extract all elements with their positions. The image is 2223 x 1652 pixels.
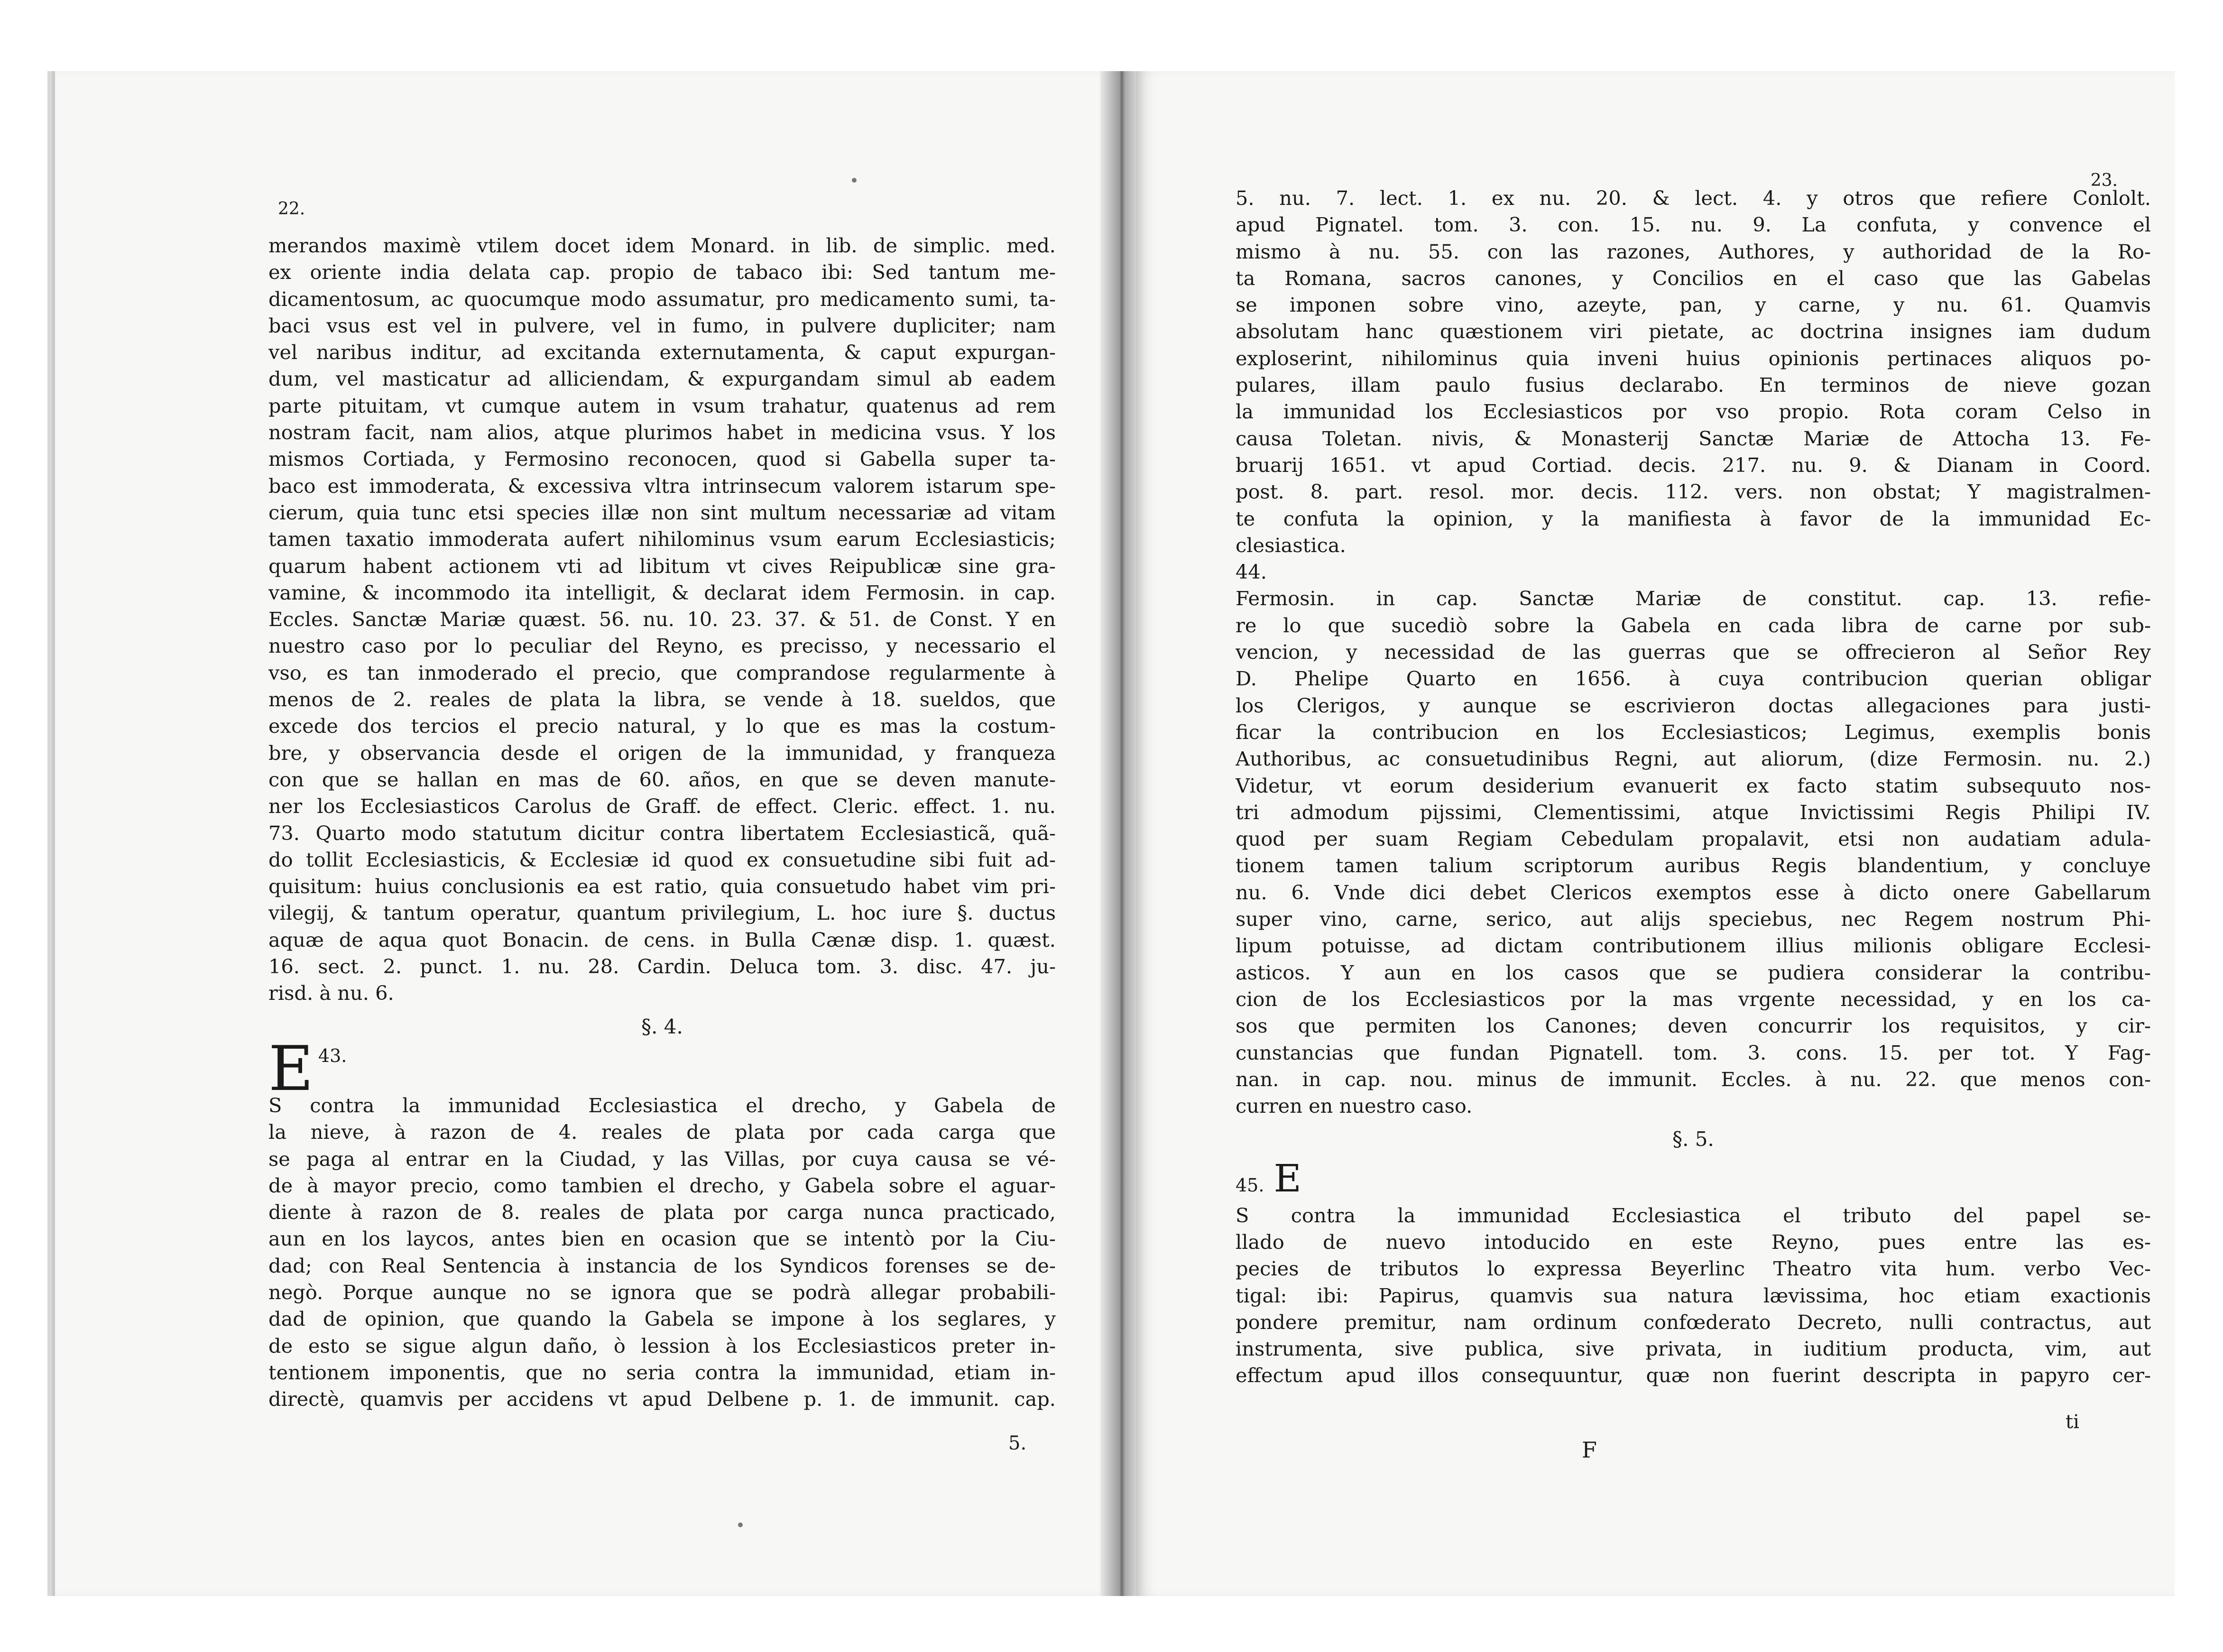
paragraph-45-lead (1236, 1155, 2151, 1202)
catchword-right: ti (2066, 1411, 2079, 1433)
text-line: bruarij 1651. vt apud Cortiad. decis. 217. nu. 9. & Dianam in Coord. (1236, 453, 2151, 477)
text-line: exploserint, nihilominus quia inveni huius opinionis pertinaces aliquos po- (1236, 346, 2151, 370)
text-line: baco est immoderata, & excessiva vltra intrinsecum valorem istarum spe- (268, 474, 1056, 498)
text-line: se imponen sobre vino, azeyte, pan, y carne, y nu. 61. Quamvis (1236, 293, 2151, 317)
text-line: quarum habent actionem vti ad libitum vt cives Reipublicæ sine gra- (268, 554, 1056, 578)
left-text-block (268, 232, 1056, 1412)
text-line: cunstancias que fundan Pignatell. tom. 3. cons. 15. per tot. Y Fag- (1236, 1041, 2151, 1064)
text-line: vamine, & incommodo ita intelligit, & declarat idem Fermosin. in cap. (268, 581, 1056, 604)
text-line: curren en nuestro caso. (1236, 1094, 1473, 1118)
text-line: de esto se sigue algun daño, ò lession à los Ecclesiasticos preter in- (268, 1334, 1056, 1357)
text-line: 73. Quarto modo statutum dicitur contra libertatem Ecclesiasticã, quã- (268, 821, 1056, 845)
text-line: super vino, carne, serico, aut alijs speciebus, nec Regem nostrum Phi- (1236, 907, 2151, 931)
right-page (1136, 71, 2175, 1596)
text-line: instrumenta, sive publica, sive privata, in iuditium producta, vim, aut (1236, 1337, 2151, 1361)
text-line: te confuta la opinion, y la manifiesta à favor de la immunidad Ec- (1236, 507, 2151, 530)
text-line: nuestro caso por lo peculiar del Reyno, es precisso, y necessario el (268, 634, 1056, 658)
text-line: re lo que sucediò sobre la Gabela en cada libra de carne por sub- (1236, 613, 2151, 637)
paragraph-44-lines (1236, 559, 2151, 1119)
paragraph-45-lines (1236, 1155, 2151, 1389)
text-line: post. 8. part. resol. mor. decis. 112. vers. non obstat; Y magistralmen- (1236, 480, 2151, 504)
text-line: cion de los Ecclesiasticos por la mas vrgente necessidad, y en los ca- (1236, 987, 2151, 1011)
text-line: tigal: ibi: Papirus, quamvis sua natura lævissima, hoc etiam exactionis (1236, 1283, 2151, 1307)
text-line: tentionem imponentis, que no seria contra la immunidad, etiam in- (268, 1360, 1056, 1384)
section-heading-4: §. 4. (641, 1015, 683, 1038)
text-line: merandos maximè vtilem docet idem Monard. in lib. de simplic. med. (268, 234, 1056, 257)
page-number-left: 22. (278, 199, 305, 219)
paper-speck (852, 178, 857, 183)
text-line: aquæ de aqua quot Bonacin. de cens. in Bulla Cænæ disp. 1. quæst. (268, 928, 1056, 951)
text-line: Videtur, vt eorum desiderium evanuerit ex facto statim subsequuto nos- (1236, 774, 2151, 797)
text-line: vel naribus inditur, ad excitanda externutamenta, & caput expurgan- (268, 341, 1056, 364)
catchword-left: 5. (1008, 1432, 1027, 1454)
text-line: nu. 6. Vnde dici debet Clericos exemptos esse à dicto onere Gabellarum (1236, 880, 2151, 904)
text-line: mismos Cortiada, y Fermosino reconocen, quod si Gabella super ta- (268, 447, 1056, 471)
text-line: directè, quamvis per accidens vt apud Delbene p. 1. de immunit. cap. (268, 1387, 1056, 1411)
text-line: parte pituitam, vt cumque autem in vsum trahatur, quatenus ad rem (268, 394, 1056, 417)
text-line: aun en los laycos, antes bien en ocasion que se intentò por la Ciu- (268, 1227, 1056, 1251)
text-line: 16. sect. 2. punct. 1. nu. 28. Cardin. Deluca tom. 3. disc. 47. ju- (268, 955, 1056, 978)
text-line: baci vsus est vel in pulvere, vel in fumo, in pulvere dupliciter; nam (268, 314, 1056, 337)
left-body-lines (268, 232, 1056, 1007)
right-body-lines (1236, 185, 2151, 559)
text-line: risd. à nu. 6. (268, 981, 394, 1005)
text-line: tri admodum pijssimi, Clementissimi, atque Invictissimi Regis Philipi IV. (1236, 800, 2151, 824)
text-line: nan. in cap. nou. minus de immunit. Eccles. à nu. 22. que menos con- (1236, 1067, 2151, 1091)
text-line: D. Phelipe Quarto en 1656. à cuya contribucion querian obligar (1236, 667, 2151, 691)
drop-cap-e: E (1273, 1156, 1301, 1200)
text-line: vencion, y necessidad de las guerras que se offrecieron al Señor Rey (1236, 640, 2151, 664)
text-line: nostram facit, nam alios, atque plurimos habet in medicina vsus. Y los (268, 421, 1056, 444)
text-line: vilegij, & tantum operatur, quantum privilegium, L. hoc iure §. ductus (268, 901, 1056, 925)
text-line: asticos. Y aun en los casos que se pudiera considerar la contribu- (1236, 960, 2151, 984)
text-line: la nieve, à razon de 4. reales de plata por cada carga que (268, 1120, 1056, 1144)
text-line: negò. Porque aunque no se ignora que se podrà allegar probabili- (268, 1280, 1056, 1304)
text-line: dad de opinion, que quando la Gabela se impone à los seglares, y (268, 1307, 1056, 1331)
right-text-block (1236, 185, 2151, 1389)
text-line: menos de 2. reales de plata la libra, se vende à 18. sueldos, que (268, 688, 1056, 711)
text-line: quisitum: huius conclusionis ea est ratio, quia consuetudo habet vim pri- (268, 875, 1056, 898)
paragraph-number-43: 43. (318, 1045, 347, 1066)
text-line: tamen taxatio immoderata aufert nihilominus vsum earum Ecclesiasticis; (268, 527, 1056, 551)
text-line: ner los Ecclesiasticos Carolus de Graff. de effect. Cleric. effect. 1. nu. (268, 794, 1056, 818)
text-line: pulares, illam paulo fusius declarabo. En terminos de nieve gozan (1236, 373, 2151, 397)
text-line: bre, y observancia desde el origen de la immunidad, y franqueza (268, 741, 1056, 765)
paragraph-number-44: 44. (1236, 560, 1267, 584)
text-line: tionem tamen talium scriptorum auribus Regis blandentium, y concluye (1236, 854, 2151, 877)
text-line: mismo à nu. 55. con las razones, Authores, y authoridad de la Ro- (1236, 240, 2151, 263)
text-line: dad; con Real Sentencia à instancia de los Syndicos forenses se de- (268, 1254, 1056, 1277)
text-line: pecies de tributos lo expressa Beyerlinc Theatro vita hum. verbo Vec- (1236, 1257, 2151, 1281)
drop-cap-e: E (268, 1042, 314, 1092)
paragraph-44 (1236, 559, 2151, 1119)
paragraph-43-first-line (268, 1042, 1056, 1092)
text-line: apud Pignatel. tom. 3. con. 15. nu. 9. La confuta, y convence el (1236, 213, 2151, 237)
text-line: effectum apud illos consequuntur, quæ non fuerint descripta in papyro cer- (1236, 1364, 2151, 1387)
text-line: Fermosin. in cap. Sanctæ Mariæ de constitut. cap. 13. refie- (1236, 587, 2151, 610)
text-line: lipum potuisse, ad dictam contributionem illius milionis obligare Ecclesi- (1236, 934, 2151, 958)
text-line: absolutam hanc quæstionem viri pietate, ac doctrina insignes iam dudum (1236, 320, 2151, 343)
text-line: S contra la immunidad Ecclesiastica el drecho, y Gabela de (268, 1093, 1056, 1117)
left-page (52, 71, 1119, 1596)
text-line: pondere premitur, nam ordinum confœderato Decreto, nulli contractus, aut (1236, 1310, 2151, 1334)
text-line: con que se hallan en mas de 60. años, en que se deven manute- (268, 767, 1056, 791)
text-line: vso, es tan inmoderado el precio, que comprandose regularmente à (268, 661, 1056, 684)
text-line: cierum, quia tunc etsi species illæ non sint multum necessariæ ad vitam (268, 500, 1056, 524)
text-line: ex oriente india delata cap. propio de tabaco ibi: Sed tantum me- (268, 260, 1056, 284)
paragraph-43-lines (268, 1092, 1056, 1413)
text-line: de à mayor precio, como tambien el drecho, y Gabela sobre el aguar- (268, 1173, 1056, 1197)
text-line: ficar la contribucion en los Ecclesiasticos; Legimus, exemplis bonis (1236, 720, 2151, 744)
text-line: dicamentosum, ac quocumque modo assumatur, pro medicamento sumi, ta- (268, 287, 1056, 311)
text-line: ta Romana, sacros canones, y Concilios en el caso que las Gabelas (1236, 266, 2151, 290)
signature-mark: F (1582, 1437, 1597, 1463)
text-line: Authoribus, ac consuetudinibus Regni, aut aliorum, (dize Fermosin. nu. 2.) (1236, 747, 2151, 771)
text-line: do tollit Ecclesiasticis, & Ecclesiæ id quod ex consuetudine sibi fuit ad- (268, 848, 1056, 871)
page-number-right: 23. (2090, 171, 2118, 190)
section-heading-5: §. 5. (1672, 1127, 1714, 1151)
text-line: quod per suam Regiam Cebedulam propalavit, etsi non audatiam adula- (1236, 827, 2151, 851)
text-line: S contra la immunidad Ecclesiastica el tributo del papel se- (1236, 1203, 2151, 1227)
text-line: clesiastica. (1236, 533, 1346, 557)
text-line: Eccles. Sanctæ Mariæ quæst. 56. nu. 10. 23. 37. & 51. de Const. Y en (268, 608, 1056, 631)
paragraph-number-45: 45. (1236, 1174, 1264, 1196)
text-line: dum, vel masticatur ad alliciendam, & expurgandam simul ab eadem (268, 367, 1056, 391)
text-line: causa Toletan. nivis, & Monasterij Sanctæ Mariæ de Attocha 13. Fe- (1236, 426, 2151, 450)
text-line: excede dos tercios el precio natural, y lo que es mas la costum- (268, 714, 1056, 738)
text-line: los Clerigos, y aunque se escrivieron doctas allegaciones para justi- (1236, 693, 2151, 717)
text-line: se paga al entrar en la Ciudad, y las Villas, por cuya causa se vé- (268, 1147, 1056, 1171)
paragraph-43 (268, 1042, 1056, 1413)
text-line: 5. nu. 7. lect. 1. ex nu. 20. & lect. 4. y otros que refiere Conlolt. (1236, 186, 2151, 210)
paragraph-45 (1236, 1155, 2151, 1389)
text-line: sos que permiten los Canones; deven concurrir los requisitos, y cir- (1236, 1014, 2151, 1038)
text-line: la immunidad los Ecclesiasticos por vso propio. Rota coram Celso in (1236, 400, 2151, 424)
paper-speck (738, 1523, 743, 1527)
text-line: llado de nuevo intoducido en este Reyno, pues entre las es- (1236, 1230, 2151, 1254)
text-line: diente à razon de 8. reales de plata por carga nunca practicado, (268, 1200, 1056, 1224)
